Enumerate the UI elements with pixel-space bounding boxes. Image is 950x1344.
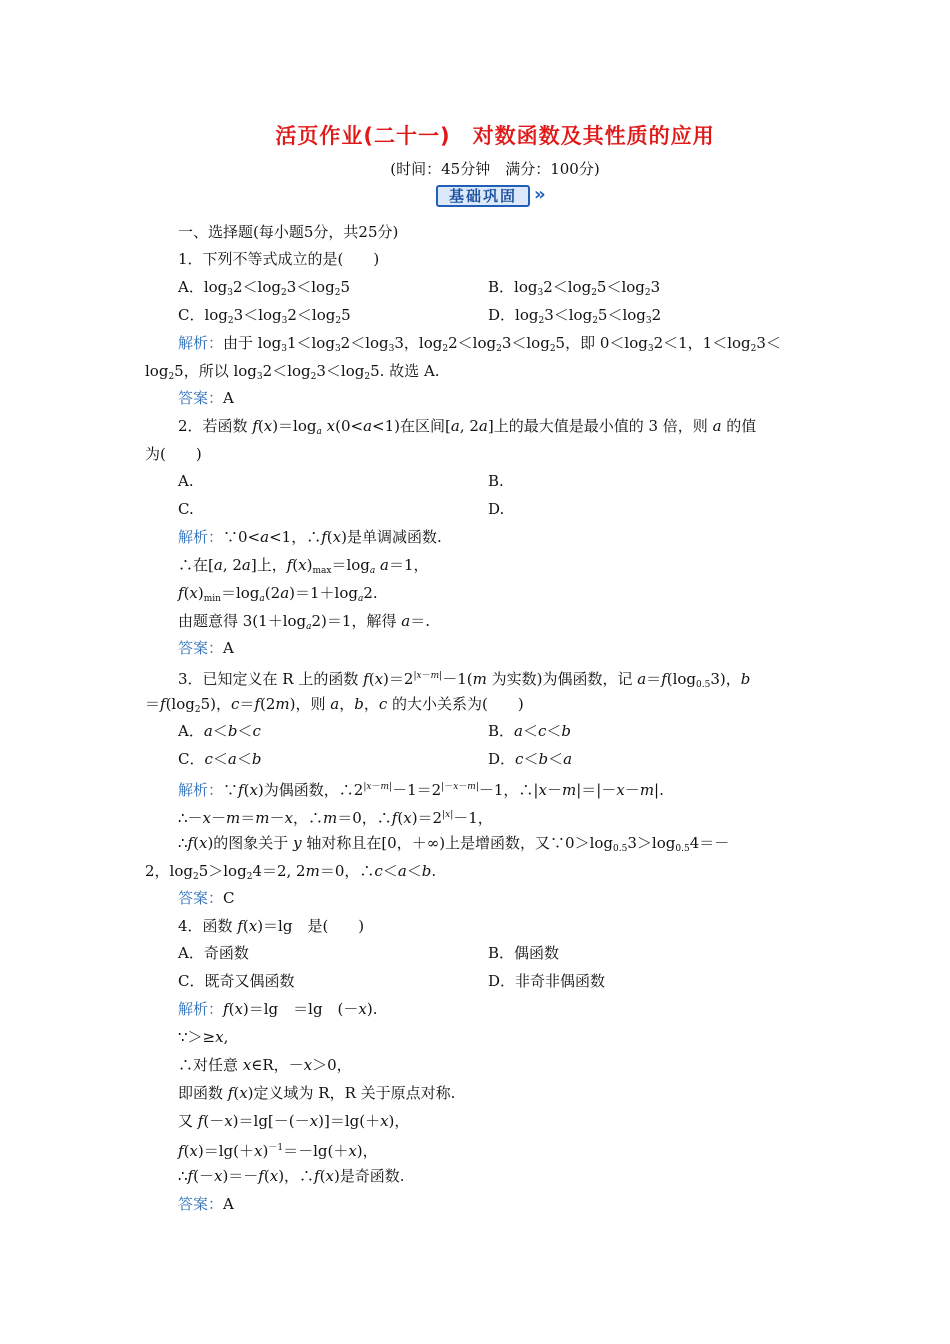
analysis-label: 解析： bbox=[178, 528, 224, 546]
q3-option-b: B．a＜c＜b bbox=[488, 722, 572, 740]
analysis-label: 解析： bbox=[178, 1000, 224, 1018]
q3-analysis-line4: 2，$\log_25>\log_24=2$, 2m＝0，∴c＜a＜b. bbox=[145, 862, 437, 882]
answer-label: 答案： bbox=[178, 639, 224, 657]
q1-option-a: A．$\log_32<\log_23<\log_25$ bbox=[178, 278, 350, 298]
q3-option-d: D．c＜b＜a bbox=[488, 750, 573, 768]
time-score-info: (时间：45分钟 满分：100分) bbox=[390, 160, 600, 178]
answer-label: 答案： bbox=[178, 1195, 224, 1213]
q1-analysis-line1: 解析：由于 $\log_31<\log_32<\log_33$，$\log_22<\log_23<\log_25$，即 $0<\log_32<1$，$1<\log_23<$ bbox=[178, 334, 781, 354]
badge-label: 基础巩固 bbox=[436, 185, 530, 207]
q3-option-a: A．a＜b＜c bbox=[178, 722, 261, 740]
q4-analysis-line1: 解析：f(x)＝lg ＝lg (－x). bbox=[178, 1000, 378, 1018]
q1-analysis-line2: $\log_25$，所以 $\log_32<\log_23<\log_25$. 故选 A. bbox=[145, 362, 440, 382]
q4-stem: 4．函数 f(x)＝lg 是( ) bbox=[178, 917, 365, 935]
q3-option-c: C．c＜a＜b bbox=[178, 750, 262, 768]
answer-label: 答案： bbox=[178, 889, 224, 907]
section-heading: 一、选择题(每小题5分，共25分) bbox=[178, 223, 399, 241]
q3-answer bbox=[178, 888, 235, 908]
q3-answer-value: C bbox=[223, 889, 235, 907]
q2-analysis-line1: 解析：∵0<a<1，∴f(x)是单调减函数. bbox=[178, 528, 442, 546]
q2-answer bbox=[178, 638, 234, 658]
q1-option-c: C．$\log_23<\log_32<\log_25$ bbox=[178, 306, 351, 326]
q2-option-b: B. bbox=[488, 472, 504, 490]
q3-stem-line2: $=f(\log_25)$，c＝f(2m)，则 a，b，c 的大小关系为( ) bbox=[145, 695, 524, 715]
q4-option-d: D．非奇非偶函数 bbox=[488, 972, 606, 990]
q2-analysis-line3: $f(x)_{min}=\log_a(2a)=1+\log_a2$. bbox=[178, 584, 378, 604]
page-title: 活页作业(二十一) 对数函数及其性质的应用 bbox=[275, 124, 715, 148]
q2-stem-line1: 2．若函数 $f(x)=\log_a$ x(0<a<1)在区间[a, 2a]上的最大值是最小值的 3 倍，则 a 的值 bbox=[178, 417, 757, 437]
q1-option-d: D．$\log_23<\log_25<\log_32$ bbox=[488, 306, 662, 326]
q2-stem-line2: 为( ) bbox=[145, 445, 202, 463]
q3-analysis-line1: 解析：∵f(x)为偶函数，$\therefore 2^{|x-m|}-1=2^{|-x-m|}-1$，∴|x－m|＝|－x－m|. bbox=[178, 781, 664, 799]
q2-option-a: A. bbox=[178, 472, 194, 490]
analysis-label: 解析： bbox=[178, 334, 224, 352]
q4-option-a: A．奇函数 bbox=[178, 944, 249, 962]
q4-analysis-line3: ∴对任意 x∈R，－x＞0， bbox=[178, 1056, 352, 1074]
double-chevron-icon: » bbox=[534, 184, 546, 205]
q3-analysis-line3: ∴f(x)的图象关于 y 轴对称且在[0，＋∞)上是增函数，又$\because 0>\log_{0.5}3>\log_{0.5}4=-$ bbox=[178, 834, 730, 854]
q4-answer-value: A bbox=[223, 1195, 234, 1213]
q1-answer-value: A bbox=[223, 389, 234, 407]
q4-answer bbox=[178, 1194, 234, 1214]
q2-analysis-line2: ∴在[a, 2a]上，$f(x)_{max}=\log_a$ a＝1， bbox=[178, 556, 429, 576]
q4-option-c: C．既奇又偶函数 bbox=[178, 972, 295, 990]
q4-analysis-line6: $f(x)=\lg(+x)^{-1}=-\lg(+x)$， bbox=[178, 1142, 378, 1160]
q2-answer-value: A bbox=[223, 639, 234, 657]
q4-analysis-line2: ∵＞≥x, bbox=[178, 1028, 229, 1046]
q3-analysis-line2: ∴－x－m＝m－x，∴m＝0，$\therefore f(x)=2^{|x|}-1$， bbox=[178, 809, 493, 827]
q4-analysis-line4: 即函数 f(x)定义域为 R，R 关于原点对称. bbox=[178, 1084, 456, 1102]
answer-label: 答案： bbox=[178, 389, 224, 407]
analysis-label: 解析： bbox=[178, 781, 224, 799]
q2-option-c: C. bbox=[178, 500, 194, 518]
q4-analysis-line5: 又 f(－x)＝lg[－(－x)]＝lg(＋x)， bbox=[178, 1112, 410, 1130]
q3-stem-line1: 3．已知定义在 R 上的函数 $f(x)=2^{|x-m|}-1(m$ 为实数)为偶函数，记 $a=f(\log_{0.5}3)$，b bbox=[178, 670, 751, 690]
q2-option-d: D. bbox=[488, 500, 505, 518]
q1-stem: 1．下列不等式成立的是( ) bbox=[178, 250, 380, 268]
basic-consolidation-badge bbox=[436, 184, 548, 208]
q2-analysis-line4: 由题意得 $3(1+\log_a2)=1$，解得 a＝. bbox=[178, 612, 430, 632]
q4-option-b: B．偶函数 bbox=[488, 944, 560, 962]
q1-answer bbox=[178, 388, 234, 408]
q1-option-b: B．$\log_32<\log_25<\log_23$ bbox=[488, 278, 661, 298]
q4-analysis-line7: ∴f(－x)＝－f(x)，∴f(x)是奇函数. bbox=[178, 1167, 405, 1185]
